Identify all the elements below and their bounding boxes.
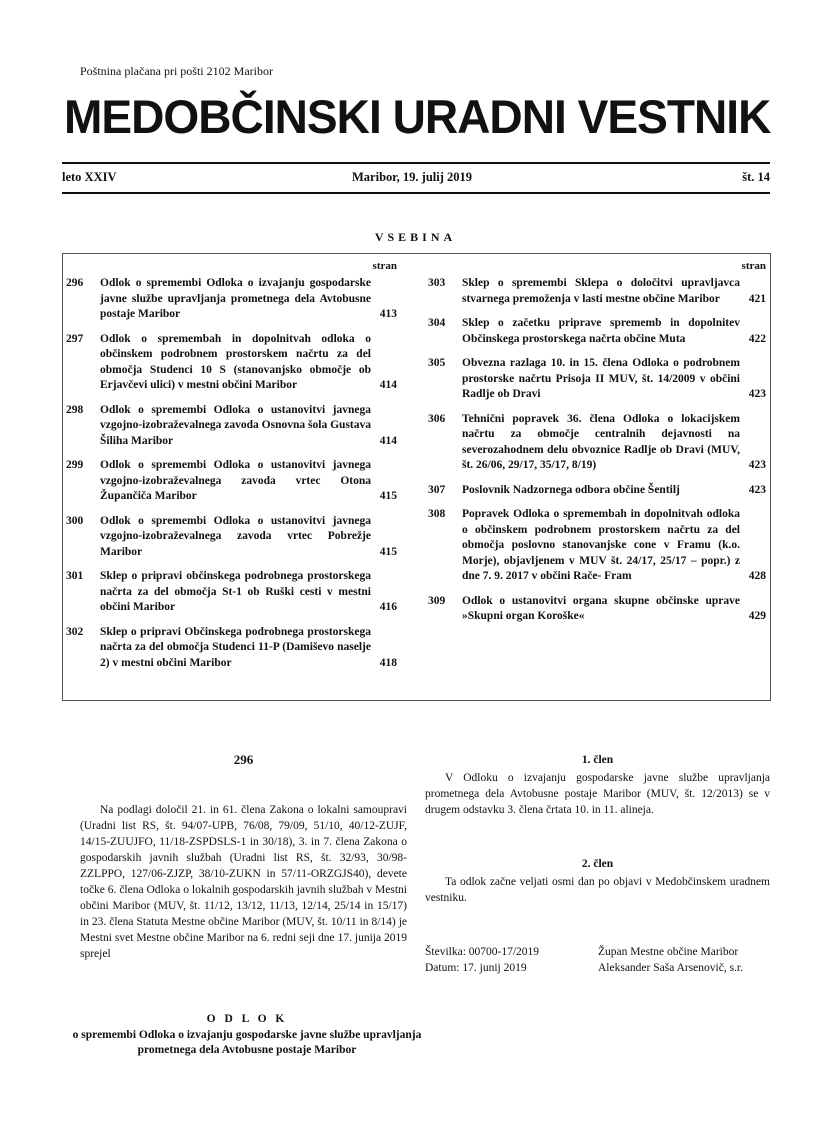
toc-entry-title: Tehnični popravek 36. člena Odloka o lokacijskem načrtu za območje centralnih dejavnosti na severozahodnem delu obvoznice Radlje ob Dravi (MUV, št. 26/06, 29/17, 35/17, 8/19) — [462, 412, 740, 471]
article-2-title: 2. člen — [581, 858, 614, 870]
postage-note: Poštnina plačana pri pošti 2102 Maribor — [80, 64, 273, 78]
toc-entry-title: Odlok o spremembi Odloka o ustanovitvi javnega vzgojno-izobraževalnega zavoda Osnovna šola Gustava Šiliha Maribor — [100, 403, 371, 447]
toc-entry[interactable] — [66, 458, 397, 505]
signature-row-2 — [425, 960, 770, 976]
toc-entry-number: 307 — [428, 483, 446, 496]
toc-entry-title: Sklep o spremembi Sklepa o določitvi upravljavca stvarnega premoženja v lasti mestne občine Maribor — [462, 277, 740, 305]
signature-row-1 — [425, 944, 770, 960]
header-rule-top — [62, 162, 770, 164]
table-of-contents — [62, 253, 771, 701]
toc-entry-page: 423 — [748, 459, 766, 471]
toc-entry-number: 297 — [66, 332, 84, 345]
toc-entry-title: Sklep o pripravi občinskega podrobnega prostorskega načrta za del območja St-1 ob Ruški cesti v mestni občini Maribor — [100, 570, 371, 613]
toc-entry[interactable] — [428, 316, 766, 347]
toc-entry[interactable] — [428, 594, 766, 625]
toc-entry[interactable] — [66, 332, 397, 394]
toc-entry-title: Sklep o pripravi Občinskega podrobnega prostorskega načrta za del območja Studenci 11-P (Damiševo naselje 2) v mestni občini Maribor — [100, 625, 371, 669]
toc-entry-title: Odlok o spremembi Odloka o ustanovitvi javnega vzgojno-izobraževalnega zavoda vrtec Otona Župančiča Maribor — [100, 459, 371, 502]
toc-entry-title: Sklep o začetku priprave sprememb in dopolnitev Občinskega prostorskega načrta občine Muta — [462, 317, 740, 345]
toc-entry-number: 298 — [66, 403, 84, 416]
toc-entry-title: Odlok o spremembi Odloka o izvajanju gospodarske javne službe upravljanja prometnega dela Avtobusne postaje Maribor — [100, 277, 371, 320]
article-2-text: Ta odlok začne veljati osmi dan po objavi v Medobčinskem uradnem vestniku. — [425, 876, 770, 904]
odlok-heading — [62, 1012, 432, 1059]
body-column-left — [80, 752, 407, 962]
toc-entry-page: 418 — [379, 656, 397, 669]
signer-title: Župan Mestne občine Maribor — [598, 946, 739, 958]
toc-entry-title: Odlok o ustanovitvi organa skupne občinske uprave »Skupni organ Koroške« — [462, 594, 740, 622]
toc-entry-title: Obvezna razlaga 10. in 15. člena Odloka o podrobnem prostorske načrtu Prisoja II MUV, št. 14/2009 v občini Radlje ob Dravi — [462, 357, 740, 400]
toc-entry-number: 308 — [428, 508, 446, 520]
volume-year: leto XXIV — [62, 170, 117, 184]
toc-entry[interactable] — [428, 483, 766, 499]
toc-entry[interactable] — [66, 276, 397, 323]
header-rule-bottom — [62, 192, 770, 194]
toc-column-right — [428, 260, 766, 634]
toc-entry-page: 416 — [379, 601, 397, 613]
toc-entry[interactable] — [66, 569, 397, 616]
publication-title: MEDOBČINSKI URADNI VESTNIK — [64, 90, 771, 143]
toc-page-label: stran — [372, 260, 397, 272]
toc-entry[interactable] — [66, 625, 397, 672]
issue-date: Maribor, 19. julij 2019 — [352, 170, 473, 184]
article-1-text: V Odloku o izvajanju gospodarske javne službe upravljanja prometnega dela Avtobusne postaje Maribor (MUV, št. 12/2013) se v drugem odstavku 3. člena črtata 10. in 11. alineja. — [425, 772, 770, 816]
toc-entry-page: 423 — [748, 388, 766, 400]
document-date: Datum: 17. junij 2019 — [425, 962, 527, 974]
toc-entry-number: 296 — [66, 277, 84, 289]
toc-entry-number: 299 — [66, 459, 84, 471]
toc-entry-title: Poslovnik Nadzornega odbora občine Šentilj — [462, 483, 680, 496]
toc-entry-number: 302 — [66, 625, 84, 638]
toc-entry-page: 421 — [748, 292, 766, 305]
toc-entry-number: 305 — [428, 357, 446, 369]
toc-entry-number: 309 — [428, 594, 446, 607]
toc-entry-page: 415 — [379, 490, 397, 502]
toc-entry-page: 423 — [748, 483, 766, 496]
preamble-text: Na podlagi določil 21. in 61. člena Zakona o lokalni samoupravi (Uradni list RS, št. 94/07-UPB, 76/08, 79/09, 51/10, 40/12-ZUJF, 14/15-ZUUJFO, 11/18-ZSPDSLS-1 in 30/18), 3. in 7. člena Zakona o gospodarskih javnih službah (Uradni list RS, št. 32/93, 30/98-ZZLPPO, 127/06-ZJZP, 38/10-ZUKN in 57/11-ORZGJS40), devete točke 6. člena Odloka o lokalnih gospodarskih javnih službah v Mestni občini Maribor (MUV, št. 11/12, 13/12, 11/13, 12/14, 25/14 in 15/17) in 23. člena Statuta Mestne občine Maribor (MUV, št. 10/11 in 8/14) je Mestni svet Mestne občine Maribor na 6. redni seji dne 17. junija 2019 sprejel — [80, 804, 407, 960]
document-number: 296 — [233, 752, 254, 767]
toc-entry[interactable] — [428, 356, 766, 403]
toc-entry[interactable] — [428, 276, 766, 307]
toc-entry[interactable] — [66, 514, 397, 561]
toc-entry[interactable] — [428, 412, 766, 474]
odlok-heading-subtitle: o spremembi Odloka o izvajanju gospodarske javne službe upravljanja prometnega dela Avtobusne postaje Maribor — [72, 1028, 422, 1056]
toc-entry[interactable] — [66, 403, 397, 450]
toc-entry-number: 300 — [66, 514, 84, 527]
toc-entry-title: Odlok o spremembah in dopolnitvah odloka o občinskem podrobnem prostorskem načrtu za del območja Studenci 10 S (stanovanjsko območje ob Erjavčevi ulici) v mestni občini Maribor — [100, 332, 371, 391]
toc-entry-page: 414 — [379, 434, 397, 447]
toc-page-label: stran — [741, 260, 766, 272]
body-column-right — [425, 752, 770, 976]
toc-entry-page: 429 — [748, 610, 766, 622]
toc-title: VSEBINA — [374, 230, 457, 244]
toc-entry-page: 428 — [748, 570, 766, 582]
issue-number: št. 14 — [742, 170, 770, 184]
toc-entry-number: 304 — [428, 317, 446, 329]
toc-entry-page: 422 — [748, 332, 766, 345]
reference-number: Številka: 00700-17/2019 — [425, 946, 540, 958]
toc-entry[interactable] — [428, 507, 766, 585]
toc-entry-page: 414 — [379, 379, 397, 391]
toc-entry-number: 301 — [66, 570, 84, 582]
toc-entry-title: Popravek Odloka o spremembah in dopolnitvah odloka o občinskem podrobnem prostorskem načrtu za del območja poslovno stanovanjske cone v Framu (k.o. Morje), objavljenem v MUV št. 24/17, 25/17 – popr.) z dne 7. 9. 2017 v občini Rače- Fram — [462, 508, 740, 582]
toc-entry-number: 303 — [428, 277, 446, 289]
toc-entry-page: 413 — [379, 308, 397, 320]
toc-entry-page: 415 — [379, 545, 397, 558]
toc-entry-title: Odlok o spremembi Odloka o ustanovitvi javnega vzgojno-izobraževalnega zavoda vrtec Pobrežje Maribor — [100, 514, 371, 558]
article-1-title: 1. člen — [581, 754, 614, 766]
toc-entry-number: 306 — [428, 412, 446, 425]
signer-name: Aleksander Saša Arsenovič, s.r. — [598, 962, 743, 974]
toc-column-left — [66, 260, 397, 680]
odlok-heading-title: O D L O K — [206, 1013, 288, 1025]
issue-info-row — [62, 170, 770, 185]
